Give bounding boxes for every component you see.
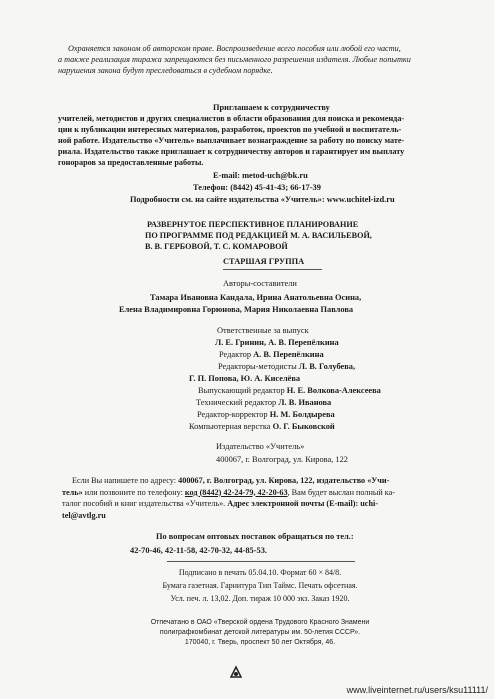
contact-line: талог пособий и книг издательства «Учитель». Адрес электронной почты (E-mail): uchi- xyxy=(62,499,378,508)
phone-link[interactable]: код (8442) 42-24-79, 42-20-63 xyxy=(184,487,288,497)
staff-row: Редакторы-методисты Л. В. Голубева, xyxy=(218,362,356,371)
invite-line: учителей, методистов и других специалистов в области образования для поиска и рекоменда- xyxy=(58,114,405,123)
publisher-address: 400067, г. Волгоград, ул. Кирова, 122 xyxy=(216,455,348,464)
wholesale-line: По вопросам оптовых поставок обращаться по тел.: xyxy=(156,532,354,541)
title-line: ПО ПРОГРАММЕ ПОД РЕДАКЦИЕЙ М. А. ВАСИЛЬЕВОЙ, xyxy=(145,231,372,240)
printer-line: 170040, г. Тверь, проспект 50 лет Октября, 46. xyxy=(184,639,336,646)
invite-text xyxy=(58,113,404,168)
invite-site: Подробности см. на сайте издательства «Учитель»: www.uchitel-izd.ru xyxy=(130,195,395,204)
group-underline xyxy=(223,269,322,270)
print-line: Усл. печ. л. 13,02. Доп. тираж 10 000 экз. Заказ 1920. xyxy=(170,594,350,603)
staff-row: Компьютерная верстка О. Г. Быковской xyxy=(189,422,335,431)
invite-line: гонораров за предоставленные работы. xyxy=(58,158,204,167)
staff-row: Редактор-корректор Н. М. Болдырева xyxy=(197,410,335,419)
publisher-name: Издательство «Учитель» xyxy=(216,442,305,451)
copyright-notice xyxy=(58,43,450,76)
contact-paragraph xyxy=(62,475,395,521)
wholesale-phones: 42-70-46, 42-11-58, 42-70-32, 44-85-53. xyxy=(130,546,268,555)
group-label: СТАРШАЯ ГРУППА xyxy=(223,257,305,266)
contact-email[interactable]: tel@avtlg.ru xyxy=(62,510,106,520)
book-title xyxy=(145,219,372,252)
print-info xyxy=(140,566,380,605)
staff-row: Редактор А. В. Перепёлкина xyxy=(219,350,324,359)
invite-email: E-mail: metod-uch@bk.ru xyxy=(213,171,308,180)
staff-row: Г. П. Попова, Ю. А. Киселёва xyxy=(189,374,301,383)
staff-row: Выпускающий редактор Н. Е. Волкова-Алексеева xyxy=(198,386,381,395)
print-line: Подписано в печать 05.04.10. Формат 60 × 84/8. xyxy=(178,568,342,577)
printer-info xyxy=(110,618,410,648)
separator-line xyxy=(167,561,355,562)
copyright-line: а также реализация тиража запрещаются без письменного разрешения издателя. Любые попытки xyxy=(58,55,411,64)
invite-phone: Телефон: (8442) 45-41-43; 66-17-39 xyxy=(193,183,321,192)
staff-row: Ответственные за выпуск xyxy=(217,326,309,335)
invite-heading: Приглашаем к сотрудничеству xyxy=(213,103,330,112)
print-line: Бумага газетная. Гарнитура Тип Таймс. Печать офсетная. xyxy=(162,581,358,590)
authors-line: Тамара Ивановна Кандала, Ирина Анатольевна Осина, xyxy=(150,293,362,302)
copyright-line: нарушения закона будут преследоваться в судебном порядке. xyxy=(58,66,273,75)
title-line: В. В. ГЕРБОВОЙ, Т. С. КОМАРОВОЙ xyxy=(145,242,288,251)
authors-label: Авторы-составители xyxy=(223,279,297,288)
invite-line: ции к публикации интересных материалов, разработок, проектов по учебной и воспитатель- xyxy=(58,125,402,134)
printer-line: полиграфкомбинат детской литературы им. 50-летия СССР». xyxy=(159,629,361,636)
staff-list xyxy=(189,325,381,433)
contact-line: Если Вы напишете по адресу: 400067, г. Волгоград, ул. Кирова, 122, издательство «Учи- xyxy=(72,476,390,485)
printer-line: Отпечатано в ОАО «Тверской ордена Трудового Красного Знамени xyxy=(150,619,370,626)
staff-row: Л. Е. Гринин, А. В. Перепёлкина xyxy=(215,338,339,347)
contact-line: тель» или позвоните по телефону: код (8442) 42-24-79, 42-20-63, Вам будет выслан полный ка- xyxy=(62,487,395,497)
authors-line: Елена Владимировна Горюнова, Мария Николаевна Павлова xyxy=(119,305,354,314)
watermark-url[interactable]: www.liveinternet.ru/users/ksu11111/ xyxy=(346,685,488,695)
staff-row: Технический редактор Л. В. Иванова xyxy=(196,398,332,407)
invite-line: ной работе. Издательство «Учитель» выплачивает вознаграждение за работу по поиску мате- xyxy=(58,136,405,145)
invite-line: риала. Издательство также приглашает к сотрудничеству авторов и гарантирует им выплату xyxy=(58,147,405,156)
title-line: РАЗВЕРНУТОЕ ПЕРСПЕКТИВНОЕ ПЛАНИРОВАНИЕ xyxy=(147,220,359,229)
printer-logo-icon xyxy=(229,665,243,683)
copyright-line: Охраняется законом об авторском праве. Воспроизведение всего пособия или любой его части, xyxy=(68,44,401,53)
